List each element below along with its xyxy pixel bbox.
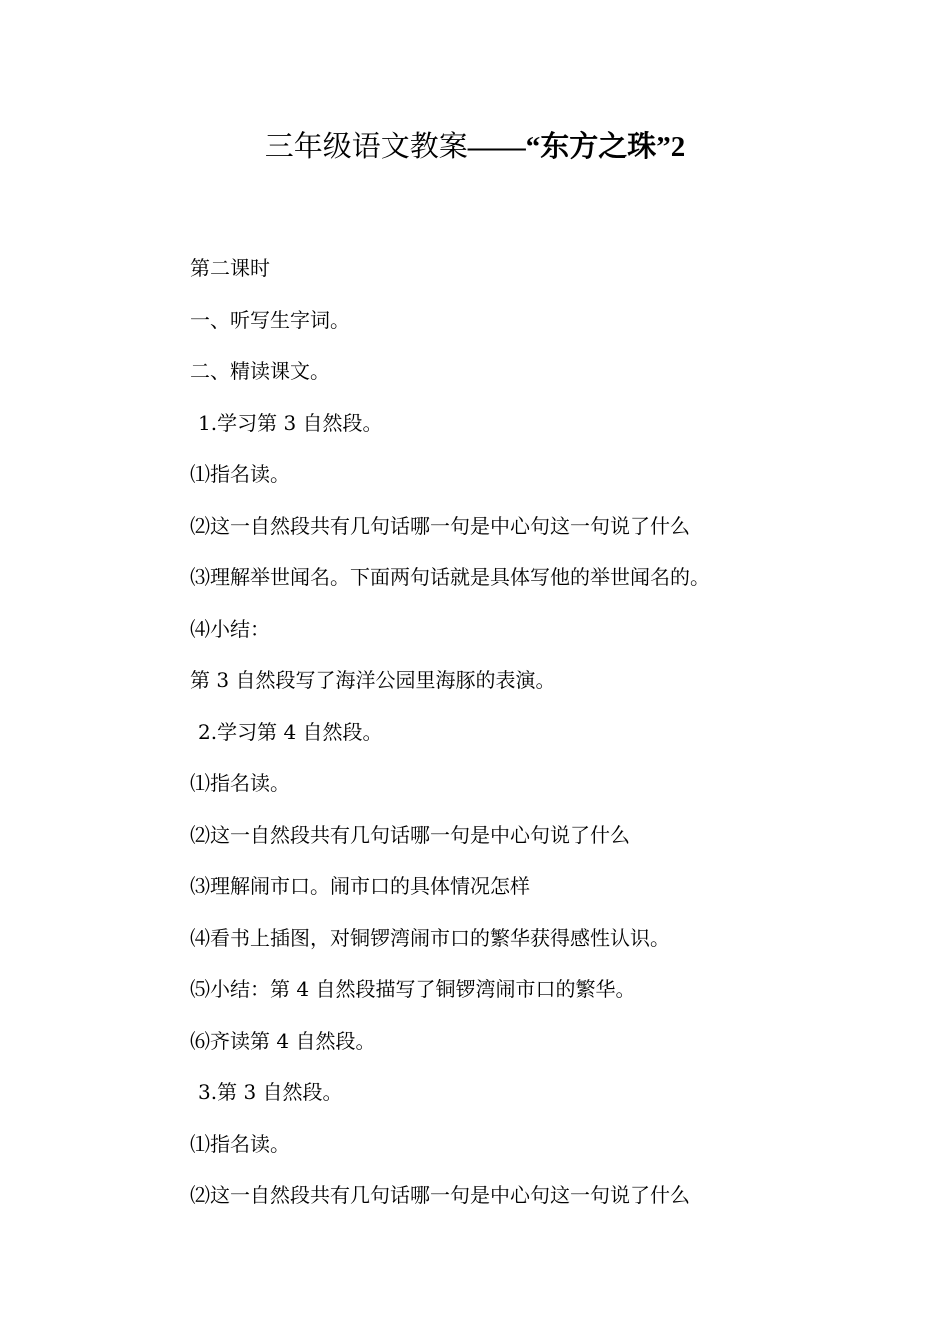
list-item: ⑷看书上插图，对铜锣湾闹市口的繁华获得感性认识。 — [190, 925, 670, 950]
list-item: ⑹齐读第 4 自然段。 — [190, 1028, 376, 1053]
list-item: 1.学习第 3 自然段。 — [198, 410, 383, 435]
list-item: ⑷小结： — [190, 616, 270, 641]
list-item: ⑶理解举世闻名。下面两句话就是具体写他的举世闻名的。 — [190, 565, 710, 589]
list-item: ⑴指名读。 — [190, 462, 290, 486]
list-item: 3.第 3 自然段。 — [198, 1080, 343, 1104]
list-item: ⑸小结：第 4 自然段描写了铜锣湾闹市口的繁华。 — [190, 977, 636, 1001]
document-title-subtitle: ——“东方之珠”2 — [467, 131, 686, 163]
document-title — [0, 124, 950, 169]
document-body — [190, 248, 890, 1227]
paragraph-text: 第 3 自然段写了海洋公园里海豚的表演。 — [190, 668, 556, 692]
list-item: ⑶理解闹市口。闹市口的具体情况怎样 — [190, 874, 530, 898]
document-title-chinese: 三年级语文教案 — [264, 129, 468, 163]
section-heading: 第二课时 — [190, 256, 270, 280]
list-item: 一、听写生字词。 — [190, 307, 350, 332]
list-item: ⑵这一自然段共有几句话哪一句是中心句这一句说了什么 — [190, 513, 690, 538]
list-item: 二、精读课文。 — [190, 359, 330, 383]
list-item: ⑴指名读。 — [190, 771, 290, 795]
list-item: ⑵这一自然段共有几句话哪一句是中心句这一句说了什么 — [190, 1183, 690, 1207]
list-item: ⑴指名读。 — [190, 1131, 290, 1156]
list-item: ⑵这一自然段共有几句话哪一句是中心句说了什么 — [190, 822, 630, 847]
list-item: 2.学习第 4 自然段。 — [198, 719, 383, 744]
